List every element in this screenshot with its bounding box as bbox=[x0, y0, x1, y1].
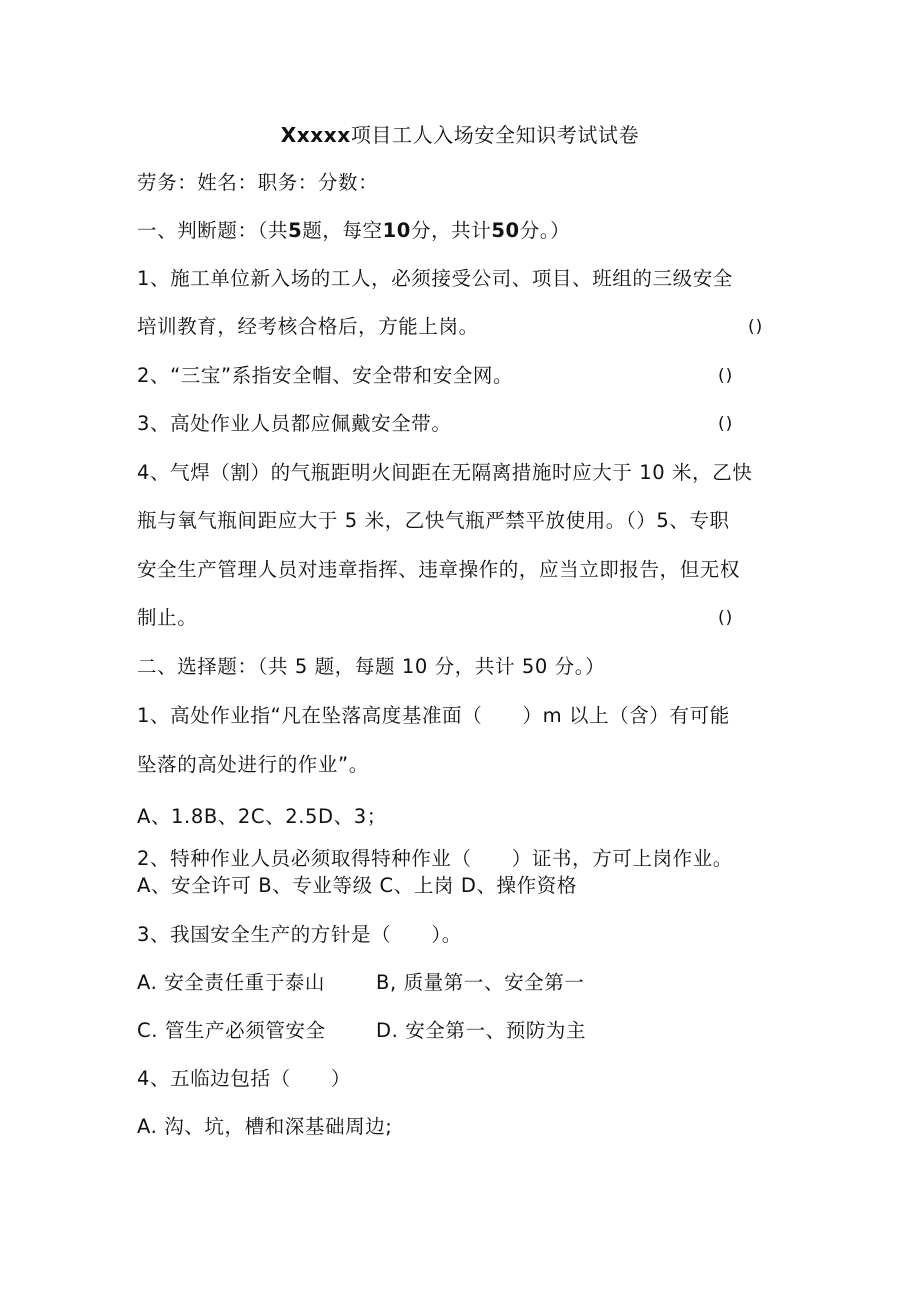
s2-q2-options: A、安全许可 B、专业等级 C、上岗 D、操作资格 bbox=[137, 874, 577, 897]
s1-q5-line1: 安全生产管理人员对违章指挥、违章操作的，应当立即报告，但无权 bbox=[137, 558, 741, 581]
title-text: 项目工人入场安全知识考试试卷 bbox=[350, 123, 640, 147]
s1-q2: 2、“三宝”系指安全帽、安全带和安全网。 bbox=[137, 364, 514, 387]
section1-total-score: 50 bbox=[491, 219, 520, 242]
section1-heading-part: 分，共计 bbox=[410, 219, 492, 242]
s2-q4-option-a: A. 沟、坑，槽和深基础周边; bbox=[137, 1115, 393, 1138]
header-fields: 劳务：姓名：职务：分数： bbox=[137, 171, 379, 194]
s1-q5-line2: 制止。 bbox=[137, 606, 198, 629]
s2-q3-stem: 3、我国安全生产的方针是（ ）。 bbox=[137, 923, 462, 946]
section1-heading-part: 一、判断题：（共 bbox=[137, 219, 289, 242]
s2-q3-option-a: A. 安全责任重于泰山 bbox=[137, 971, 325, 994]
s1-q4-line1: 4、气焊（割）的气瓶距明火间距在无隔离措施时应大于 10 米，乙快 bbox=[137, 461, 753, 484]
s2-q2-stem: 2、特种作业人员必须取得特种作业（ ）证书，方可上岗作业。 bbox=[137, 847, 733, 870]
s1-q3: 3、高处作业人员都应佩戴安全带。 bbox=[137, 412, 452, 435]
s2-q4-stem: 4、五临边包括（ ） bbox=[137, 1067, 352, 1090]
s1-q1-line2: 培训教育，经考核合格后，方能上岗。 bbox=[137, 315, 479, 338]
section1-heading-part: 分。） bbox=[519, 219, 571, 242]
s2-q3-option-c: C. 管生产必须管安全 bbox=[137, 1019, 326, 1042]
s1-q2-answer-blank: () bbox=[718, 366, 734, 386]
title-project-name: Xxxxx bbox=[280, 123, 351, 147]
s1-q1-answer-blank: () bbox=[748, 317, 764, 337]
section1-question-count: 5 bbox=[288, 219, 303, 242]
section1-heading-part: 题，每空 bbox=[302, 219, 383, 242]
s1-q1-line1: 1、施工单位新入场的工人，必须接受公司、项目、班组的三级安全 bbox=[137, 267, 733, 290]
exam-title bbox=[0, 121, 920, 149]
s1-q5-answer-blank: () bbox=[718, 608, 734, 628]
s2-q1-options: A、1.8B、2C、2.5D、3； bbox=[137, 805, 387, 828]
section2-heading: 二、选择题：（共 5 题，每题 10 分，共计 50 分。） bbox=[137, 655, 606, 678]
section1-heading bbox=[137, 218, 570, 244]
s2-q3-option-b: B, 质量第一、安全第一 bbox=[376, 971, 585, 994]
section1-score-per-item: 10 bbox=[382, 219, 411, 242]
s2-q1-line2: 坠落的高处进行的作业”。 bbox=[137, 753, 369, 776]
s2-q1-line1: 1、高处作业指“凡在坠落高度基准面（ ）m 以上（含）有可能 bbox=[137, 704, 730, 727]
s1-q3-answer-blank: () bbox=[718, 414, 734, 434]
s1-q4-line2: 瓶与氧气瓶间距应大于 5 米，乙快气瓶严禁平放使用。（）5、专职 bbox=[137, 509, 730, 532]
s2-q3-option-d: D. 安全第一、预防为主 bbox=[376, 1019, 587, 1042]
